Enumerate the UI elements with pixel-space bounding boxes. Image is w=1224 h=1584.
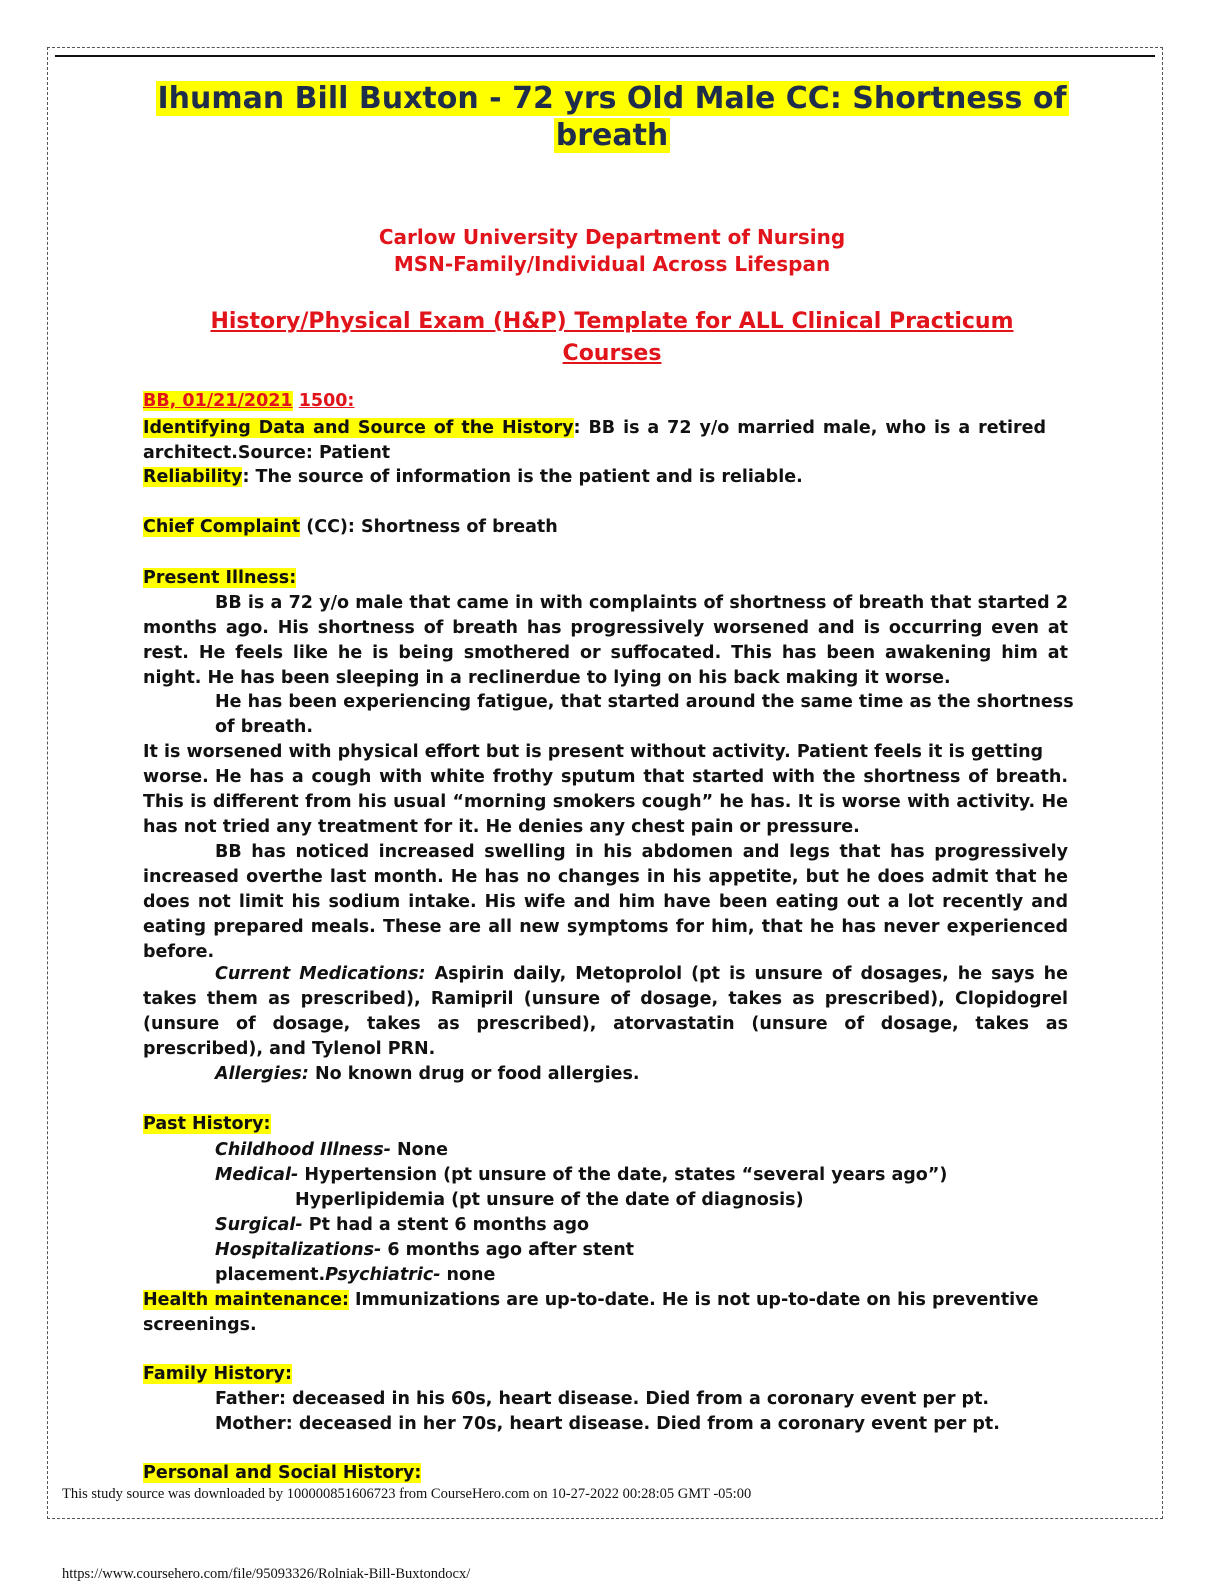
top-rule [55,55,1155,57]
allergies [215,1062,640,1087]
present-illness-p2: He has been experiencing fatigue, that started around the same time as the shortness of breath. [215,692,1074,737]
present-illness-p5: BB has noticed increased swelling in his abdomen and legs that has progressively increased overthe last month. He has no changes in his appetite, but he does admit that he does not limit his sodium intake. His wife and him have been eating out a lot recently and eating prepared meals. These are all new symptoms for him, that he has never experienced before. [143,842,1068,962]
date-label: BB, 01/21/2021 [143,391,293,411]
reliability [143,465,1046,490]
personal-social-label: Personal and Social History [143,1463,415,1483]
childhood-illness [215,1138,448,1163]
identifying-text: : BB is a 72 y/o married male, who is a retired architect.Source: Patient [143,418,1046,463]
document-title [120,80,1104,154]
chief-complaint-text: (CC): Shortness of breath [300,517,558,537]
past-history-heading [143,1112,271,1137]
chief-complaint [143,515,558,540]
reliability-label: Reliability [143,467,243,487]
psychiatric-label: Psychiatric- [325,1265,441,1285]
present-illness-heading [143,566,296,591]
past-history-colon: : [263,1114,271,1134]
current-medications [143,962,1068,1062]
surgical-label: Surgical- [215,1215,303,1235]
title-line-2: breath [555,118,669,153]
reliability-text: : The source of information is the patient and is reliable. [242,467,803,487]
allergies-text: No known drug or food allergies. [308,1064,640,1084]
family-history-label: Family History [143,1364,285,1384]
hospitalizations-text: 6 months ago after stent [381,1240,635,1260]
psychiatric-text: none [440,1265,496,1285]
surgical-history [215,1213,589,1238]
family-history-colon: : [284,1364,292,1384]
chief-complaint-label: Chief Complaint [143,517,301,537]
present-illness-colon: : [289,568,297,588]
time-label: 1500: [298,391,355,411]
present-illness-p4: He has a cough with white frothy sputum that started with the shortness of breath. This is different from his usual “morning smokers cough” he has. It is worse with activity. He has not tried any treatment for it. He denies any chest pain or pressure. [143,767,1068,837]
medical-history [215,1163,947,1188]
medications-text: Aspirin daily, Metoprolol (pt is unsure of dosages, he says he takes them as prescribed), Ramipril (unsure of dosage, takes as prescribed), Clopidogrel (unsure of dosage, takes as prescribed), atorvastatin (unsure of dosage, takes as prescribed), and Tylenol PRN. [143,964,1068,1059]
present-illness-p3: It is worsened with physical effort but is present without activity. Patient feels it is getting worse. [143,742,1044,787]
family-history-heading [143,1362,292,1387]
medical-text: Hypertension (pt unsure of the date, states “several years ago”) [298,1165,948,1185]
childhood-text: None [390,1140,448,1160]
department-line-1: Carlow University Department of Nursing [378,225,846,249]
header-date [143,389,354,414]
source-url[interactable]: https://www.coursehero.com/file/95093326/Rolniak-Bill-Buxtondocx/ [62,1566,471,1582]
department-line-2: MSN-Family/Individual Across Lifespan [393,252,831,276]
family-history-mother: Mother: deceased in her 70s, heart disease. Died from a coronary event per pt. [215,1414,1000,1434]
download-notice: This study source was downloaded by 100000851606723 from CourseHero.com on 10-27-2022 00:28:05 GMT -05:00 [62,1486,752,1502]
hospitalizations-label: Hospitalizations- [215,1240,382,1260]
hospitalizations-psychiatric [215,1263,495,1288]
family-history-father: Father: deceased in his 60s, heart disease. Died from a coronary event per pt. [215,1389,990,1409]
medical-history-2: Hyperlipidemia (pt unsure of the date of diagnosis) [295,1190,804,1210]
allergies-label: Allergies: [215,1064,309,1084]
hospitalizations-text-2: placement. [215,1265,326,1285]
health-maintenance-label: Health maintenance: [143,1290,349,1310]
present-illness-p1: BB is a 72 y/o male that came in with complaints of shortness of breath that started 2 months ago. His shortness of breath has progressively worsened and is occurring even at rest. He feels like he is being smothered or suffocated. This has been awakening him at night. He has been sleeping in a reclinerdue to lying on his back making it worse. [143,593,1068,688]
template-title-line-2: Courses [562,341,662,366]
title-line-1: Ihuman Bill Buxton - 72 yrs Old Male CC: Shortness of [157,81,1067,116]
present-illness-label: Present Illness [143,568,290,588]
childhood-label: Childhood Illness- [215,1140,391,1160]
past-history-label: Past History [143,1114,264,1134]
health-maintenance-text: Immunizations are up-to-date. He is not up-to-date on his preventive screenings. [143,1290,1039,1335]
medications-label: Current Medications: [215,964,426,984]
template-title-line-1: History/Physical Exam (H&P) Template for ALL Clinical Practicum [210,309,1014,334]
personal-social-colon: : [414,1463,422,1483]
identifying-label: Identifying Data and Source of the History [143,418,574,438]
personal-social-heading [143,1461,421,1486]
identifying-data [143,416,1046,466]
health-maintenance [143,1288,1043,1338]
hospitalizations [215,1238,634,1263]
surgical-text: Pt had a stent 6 months ago [302,1215,590,1235]
medical-label: Medical- [215,1165,299,1185]
